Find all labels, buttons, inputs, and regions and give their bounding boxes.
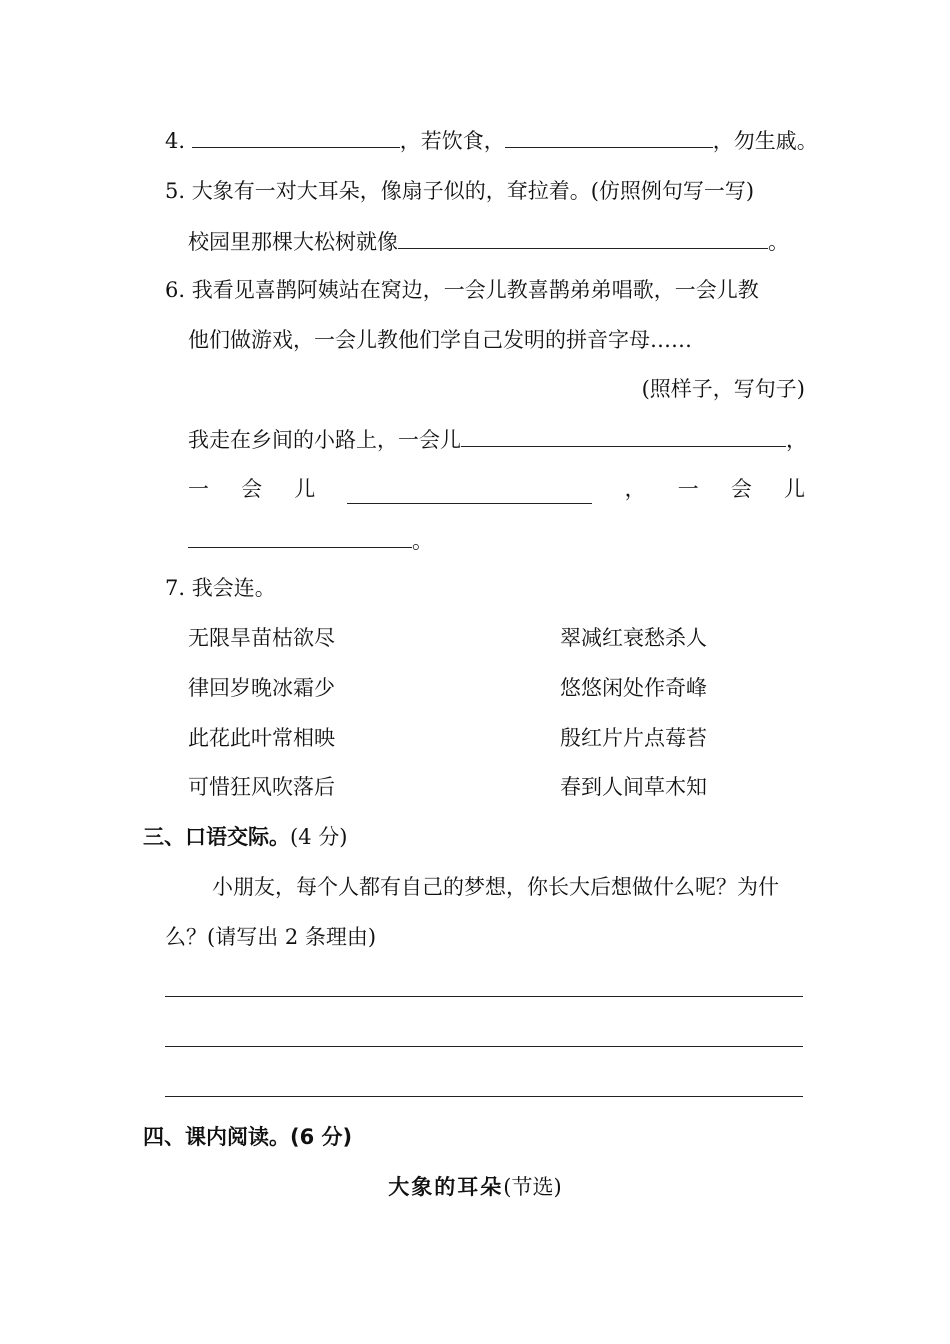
section-3-paragraph-line-1: 小朋友，每个人都有自己的梦想，你长大后想做什么呢？为什	[212, 875, 779, 899]
question-5-answer-line	[188, 226, 789, 257]
question-5-end: 。	[768, 230, 789, 254]
answer-blank[interactable]	[461, 424, 786, 447]
matching-right-item[interactable]: 春到人间草木知	[560, 775, 707, 799]
writing-line[interactable]	[165, 1046, 803, 1047]
question-4-end-text: ，勿生戚。	[712, 129, 818, 153]
question-6-answer-line-2	[188, 474, 805, 504]
section-3-score: (4 分)	[290, 825, 348, 849]
writing-line[interactable]	[165, 1096, 803, 1097]
char-er: 儿	[294, 477, 316, 501]
question-6-answer-line-3	[188, 525, 433, 556]
question-6-lead: 我走在乡间的小路上，一会儿	[188, 428, 461, 452]
question-6-end: 。	[412, 529, 433, 553]
answer-blank[interactable]	[192, 125, 400, 148]
reading-title-line	[0, 1172, 950, 1202]
answer-blank[interactable]	[188, 525, 412, 548]
matching-right-item[interactable]: 悠悠闲处作奇峰	[560, 676, 707, 700]
question-5-lead: 校园里那棵大松树就像	[188, 230, 398, 254]
answer-blank[interactable]	[505, 125, 713, 148]
matching-right-item[interactable]: 殷红片片点莓苔	[560, 726, 707, 750]
question-6-answer-line-1	[188, 424, 807, 455]
question-6-line-1: 6. 我看见喜鹊阿姨站在窝边，一会儿教喜鹊弟弟唱歌，一会儿教	[165, 278, 759, 302]
char-hui: 会	[241, 477, 263, 501]
matching-left-item[interactable]: 无限旱苗枯欲尽	[188, 626, 335, 650]
question-4-number: 4.	[165, 129, 186, 153]
question-7-prompt: 7. 我会连。	[165, 576, 276, 600]
matching-left-item[interactable]: 可惜狂风吹落后	[188, 775, 335, 799]
reading-title-text: 大象的耳朵	[388, 1175, 504, 1199]
char-yi: 一	[677, 477, 699, 501]
matching-left-item[interactable]: 律回岁晚冰霜少	[188, 676, 335, 700]
section-3-heading-line	[143, 822, 347, 852]
reading-title-note: (节选)	[503, 1175, 562, 1199]
matching-left-item[interactable]: 此花此叶常相映	[188, 726, 335, 750]
question-6-comma-2: ，	[624, 477, 646, 501]
char-hui: 会	[730, 477, 752, 501]
section-4-heading: 四、课内阅读。(6 分)	[143, 1125, 353, 1149]
char-yi: 一	[188, 477, 209, 501]
writing-line[interactable]	[165, 996, 803, 997]
section-3-paragraph-line-2: 么？(请写出 2 条理由)	[165, 925, 377, 949]
question-6-line-2: 他们做游戏，一会儿教他们学自己发明的拼音字母……	[188, 328, 692, 352]
question-6-instruction: (照样子，写句子)	[641, 377, 805, 401]
answer-blank[interactable]	[398, 226, 768, 249]
question-4	[165, 125, 818, 156]
question-4-middle-text: ，若饮食，	[399, 129, 505, 153]
char-er: 儿	[783, 477, 805, 501]
matching-right-item[interactable]: 翠减红衰愁杀人	[560, 626, 707, 650]
question-5-prompt: 5. 大象有一对大耳朵，像扇子似的，耷拉着。(仿照例句写一写)	[165, 179, 755, 203]
answer-blank[interactable]	[347, 481, 592, 504]
reading-title	[388, 1175, 561, 1199]
question-6-comma: ，	[786, 428, 807, 452]
section-3-heading: 三、口语交际。	[143, 825, 290, 849]
